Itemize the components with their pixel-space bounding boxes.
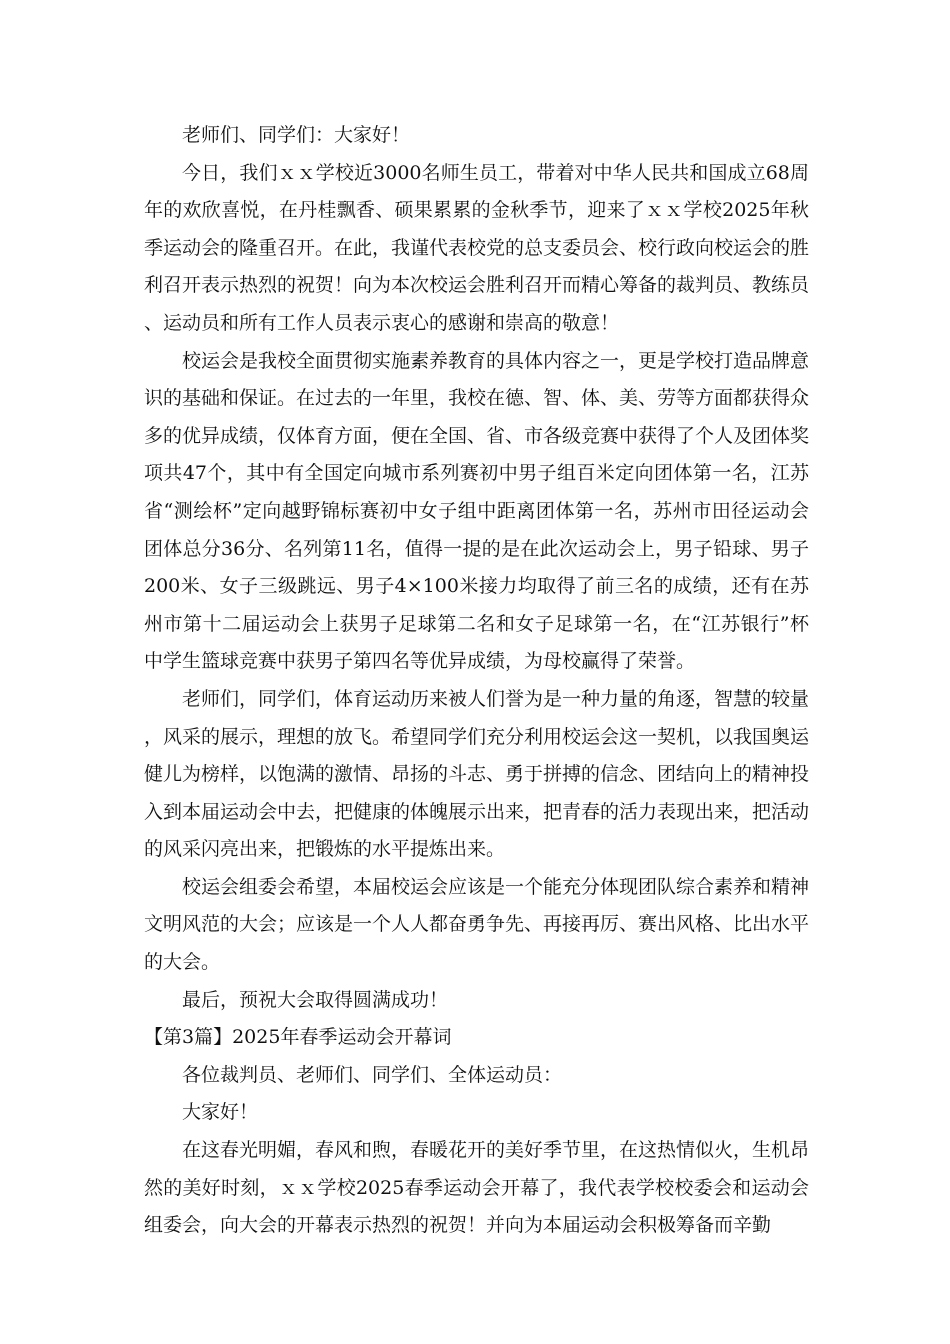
greeting-paragraph: 大家好！ — [182, 1101, 259, 1124]
body-paragraph: 校运会组委会希望，本届校运会应该是一个能充分体现团队综合素养和精神文明风范的大会；应该是一个人人都奋勇争先、再接再厉、赛出风格、比出水平的大会。 — [144, 875, 810, 974]
salutation-paragraph: 各位裁判员、老师们、同学们、全体运动员： — [182, 1063, 563, 1086]
section-heading: 【第3篇】2025年春季运动会开幕词 — [144, 1026, 452, 1049]
body-paragraph: 今日，我们ｘｘ学校近3000名师生员工，带着对中华人民共和国成立68周年的欢欣喜悦，在丹桂飘香、硕果累累的金秋季节，迎来了ｘｘ学校2025年秋季运动会的隆重召开。在此，我谨代表校党的总支委员会、校行政向校运会的胜利召开表示热烈的祝贺！向为本次校运会胜利召开而精心筹备的裁判员、教练员、运动员和所有工作人员表示衷心的感谢和崇高的敬意！ — [144, 161, 810, 334]
body-paragraph: 老师们，同学们，体育运动历来被人们誉为是一种力量的角逐，智慧的较量，风采的展示，理想的放飞。希望同学们充分利用校运会这一契机，以我国奥运健儿为榜样，以饱满的激情、昂扬的斗志、勇于拼搏的信念、团结向上的精神投入到本届运动会中去，把健康的体魄展示出来，把青春的活力表现出来，把活动的风采闪亮出来，把锻炼的水平提炼出来。 — [144, 687, 810, 861]
greeting-paragraph: 老师们、同学们：大家好！ — [182, 124, 411, 146]
closing-paragraph: 最后，预祝大会取得圆满成功！ — [182, 988, 449, 1011]
body-paragraph: 校运会是我校全面贯彻实施素养教育的具体内容之一，更是学校打造品牌意识的基础和保证。在过去的一年里，我校在德、智、体、美、劳等方面都获得众多的优异成绩，仅体育方面，便在全国、省、市各级竞赛中获得了个人及团体奖项共47个，其中有全国定向城市系列赛初中男子组百米定向团体第一名，江苏省“测绘杯”定向越野锦标赛初中女子组中距离团体第一名，苏州市田径运动会团体总分36分、名列第11名，值得一提的是在此次运动会上，男子铅球、男子200米、女子三级跳远、男子4×100米接力均取得了前三名的成绩，还有在苏州市第十二届运动会上获男子足球第二名和女子足球第一名，在“江苏银行”杯中学生篮球竞赛中获男子第四名等优异成绩，为母校赢得了荣誉。 — [144, 349, 810, 673]
document-body — [144, 117, 809, 1245]
body-paragraph: 在这春光明媚，春风和煦，春暖花开的美好季节里，在这热情似火，生机昂然的美好时刻，ｘｘ学校2025春季运动会开幕了，我代表学校校委会和运动会组委会，向大会的开幕表示热烈的祝贺！并向为本届运动会积极筹备而辛勤 — [144, 1139, 810, 1237]
